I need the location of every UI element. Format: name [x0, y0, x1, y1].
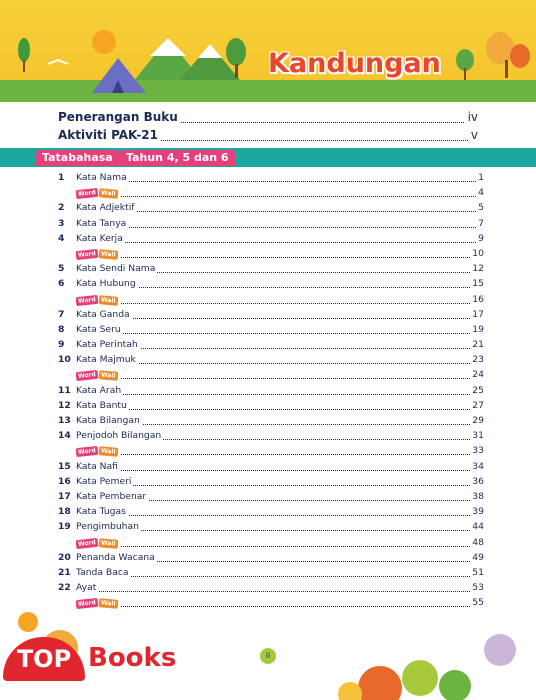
front-matter-label: Aktiviti PAK-21 — [58, 128, 161, 142]
toc-page-number: 7 — [478, 217, 484, 229]
toc-row — [0, 337, 536, 352]
section-tab: Tatabahasa — [36, 150, 119, 166]
dot-leader — [76, 515, 476, 516]
word-wall-badge — [76, 187, 120, 198]
dot-leader — [76, 576, 476, 577]
toc-page-number: 4 — [478, 187, 484, 199]
front-matter-row — [58, 110, 478, 126]
front-matter-page: v — [468, 128, 478, 142]
toc-number: 2 — [58, 202, 65, 214]
toc-title: Kata Sendi Nama — [76, 263, 156, 275]
toc-title: Kata Pembenar — [76, 490, 147, 502]
toc-row-word-wall — [0, 246, 536, 261]
toc-row — [0, 200, 536, 215]
word-wall-badge — [76, 294, 120, 305]
toc-page-number: 1 — [478, 172, 484, 183]
word-wall-part2: Wall — [98, 538, 117, 549]
page-number: ii — [260, 648, 276, 664]
toc-row-word-wall — [0, 367, 536, 382]
toc-row — [0, 580, 536, 595]
toc-page-number: 10 — [472, 247, 484, 259]
toc-row — [0, 398, 536, 413]
toc-title: Kata Nafi — [76, 460, 118, 472]
section-subtitle: Tahun 4, 5 dan 6 — [120, 150, 235, 166]
toc-number: 10 — [58, 354, 71, 366]
word-wall-badge — [76, 248, 120, 259]
word-wall-part2: Wall — [98, 295, 117, 306]
toc-page-number: 21 — [472, 339, 484, 351]
toc-row — [0, 322, 536, 337]
toc-row — [0, 261, 536, 276]
toc-number: 16 — [58, 475, 71, 487]
toc-page-number: 12 — [472, 263, 484, 275]
toc-number: 3 — [58, 217, 65, 229]
toc-row — [0, 352, 536, 367]
page-title: Kandungan — [268, 48, 441, 79]
toc-list — [0, 170, 536, 610]
toc-row — [0, 474, 536, 489]
word-wall-part2: Wall — [98, 598, 117, 609]
dot-leader — [76, 333, 476, 334]
word-wall-part1: Word — [76, 249, 99, 260]
toc-page-number: 53 — [472, 582, 484, 594]
toc-page-number: 19 — [472, 323, 484, 335]
toc-page-number: 29 — [472, 415, 484, 426]
toc-page-number: 44 — [472, 521, 484, 533]
toc-page-number: 27 — [472, 399, 484, 411]
toc-page-number: 15 — [472, 278, 484, 290]
toc-number: 1 — [58, 172, 65, 183]
toc-page-number: 55 — [472, 597, 484, 609]
word-wall-part1: Word — [76, 370, 99, 381]
toc-page-number: 49 — [472, 551, 484, 563]
toc-row — [0, 276, 536, 291]
toc-title: Kata Arah — [76, 384, 122, 396]
dot-leader — [76, 378, 476, 379]
toc-number: 19 — [58, 521, 71, 533]
toc-page-number: 25 — [472, 384, 484, 396]
toc-title: Kata Bilangan — [76, 415, 140, 426]
toc-title: Kata Seru — [76, 323, 121, 335]
toc-row-word-wall — [0, 292, 536, 307]
toc-row-word-wall — [0, 535, 536, 550]
toc-page-number: 9 — [478, 232, 484, 244]
toc-title: Kata Perintah — [76, 339, 138, 351]
toc-title: Pengimbuhan — [76, 521, 139, 533]
toc-number: 4 — [58, 232, 65, 244]
toc-number: 11 — [58, 384, 71, 396]
toc-title: Tanda Baca — [76, 566, 129, 578]
dot-leader — [76, 409, 476, 410]
toc-page-number: 5 — [478, 202, 484, 214]
word-wall-part2: Wall — [98, 249, 117, 260]
dot-leader — [76, 227, 476, 228]
toc-title: Kata Tanya — [76, 217, 127, 229]
toc-number: 20 — [58, 551, 71, 563]
toc-row — [0, 504, 536, 519]
toc-title: Kata Ganda — [76, 308, 130, 320]
toc-page-number: 34 — [472, 460, 484, 472]
toc-title: Kata Hubung — [76, 278, 136, 290]
toc-row — [0, 489, 536, 504]
front-matter-label: Penerangan Buku — [58, 110, 181, 124]
dot-leader — [76, 318, 476, 319]
toc-number: 18 — [58, 506, 71, 518]
dot-leader — [76, 181, 476, 182]
toc-number: 14 — [58, 430, 71, 442]
toc-title: Kata Nama — [76, 172, 127, 183]
toc-row — [0, 383, 536, 398]
word-wall-part1: Word — [76, 294, 99, 305]
toc-row — [0, 550, 536, 565]
toc-title: Ayat — [76, 582, 97, 594]
toc-number: 17 — [58, 490, 71, 502]
toc-page-number: 51 — [472, 566, 484, 578]
dot-leader — [76, 257, 476, 258]
toc-title: Kata Kerja — [76, 232, 123, 244]
brand-logo: TOP — [3, 637, 85, 681]
toc-page-number: 48 — [472, 536, 484, 548]
toc-number: 13 — [58, 415, 71, 426]
toc-row — [0, 428, 536, 443]
word-wall-part1: Word — [76, 446, 99, 457]
dot-leader — [76, 394, 476, 395]
toc-row-word-wall — [0, 443, 536, 458]
toc-number: 12 — [58, 399, 71, 411]
toc-number: 9 — [58, 339, 65, 351]
toc-page-number: 23 — [472, 354, 484, 366]
toc-number: 15 — [58, 460, 71, 472]
toc-number: 6 — [58, 278, 65, 290]
front-matter-page: iv — [465, 110, 478, 124]
toc-page-number: 17 — [472, 308, 484, 320]
word-wall-badge — [76, 369, 120, 380]
toc-row — [0, 565, 536, 580]
word-wall-part1: Word — [76, 598, 99, 609]
toc-title: Kata Pemeri — [76, 475, 132, 487]
dot-leader — [76, 591, 476, 592]
toc-row-word-wall — [0, 185, 536, 200]
toc-number: 7 — [58, 308, 65, 320]
toc-title: Kata Majmuk — [76, 354, 136, 366]
toc-row — [0, 231, 536, 246]
front-matter-row — [58, 128, 478, 144]
word-wall-part2: Wall — [98, 371, 117, 382]
dot-leader — [76, 454, 476, 455]
dot-leader — [76, 242, 476, 243]
toc-row — [0, 459, 536, 474]
word-wall-part2: Wall — [98, 447, 117, 458]
toc-page-number: 31 — [472, 430, 484, 442]
toc-page-number: 39 — [472, 506, 484, 518]
toc-title: Penanda Wacana — [76, 551, 155, 563]
dot-leader — [76, 196, 476, 197]
dot-leader — [76, 303, 476, 304]
word-wall-part1: Word — [76, 537, 99, 548]
toc-page-number: 16 — [472, 293, 484, 305]
toc-row — [0, 307, 536, 322]
toc-page-number: 36 — [472, 475, 484, 487]
toc-row — [0, 519, 536, 534]
toc-title: Penjodoh Bilangan — [76, 430, 162, 442]
word-wall-part1: Word — [76, 188, 99, 199]
word-wall-badge — [76, 537, 120, 548]
toc-number: 5 — [58, 263, 65, 275]
toc-row — [0, 216, 536, 231]
toc-title: Kata Bantu — [76, 399, 127, 411]
dot-leader — [76, 606, 476, 607]
toc-page-number: 33 — [472, 445, 484, 457]
toc-page-number: 38 — [472, 490, 484, 502]
toc-page-number: 24 — [472, 369, 484, 381]
brand-logo-text: Books — [88, 643, 177, 673]
word-wall-badge — [76, 445, 120, 456]
word-wall-part2: Wall — [98, 188, 117, 199]
toc-number: 21 — [58, 566, 71, 578]
toc-title: Kata Tugas — [76, 506, 126, 518]
dot-leader — [76, 546, 476, 547]
toc-title: Kata Adjektif — [76, 202, 135, 214]
toc-row — [0, 170, 536, 185]
toc-row — [0, 413, 536, 428]
word-wall-badge — [76, 597, 120, 608]
toc-number: 22 — [58, 582, 71, 594]
toc-number: 8 — [58, 323, 65, 335]
dot-leader — [76, 470, 476, 471]
dot-leader — [76, 485, 476, 486]
